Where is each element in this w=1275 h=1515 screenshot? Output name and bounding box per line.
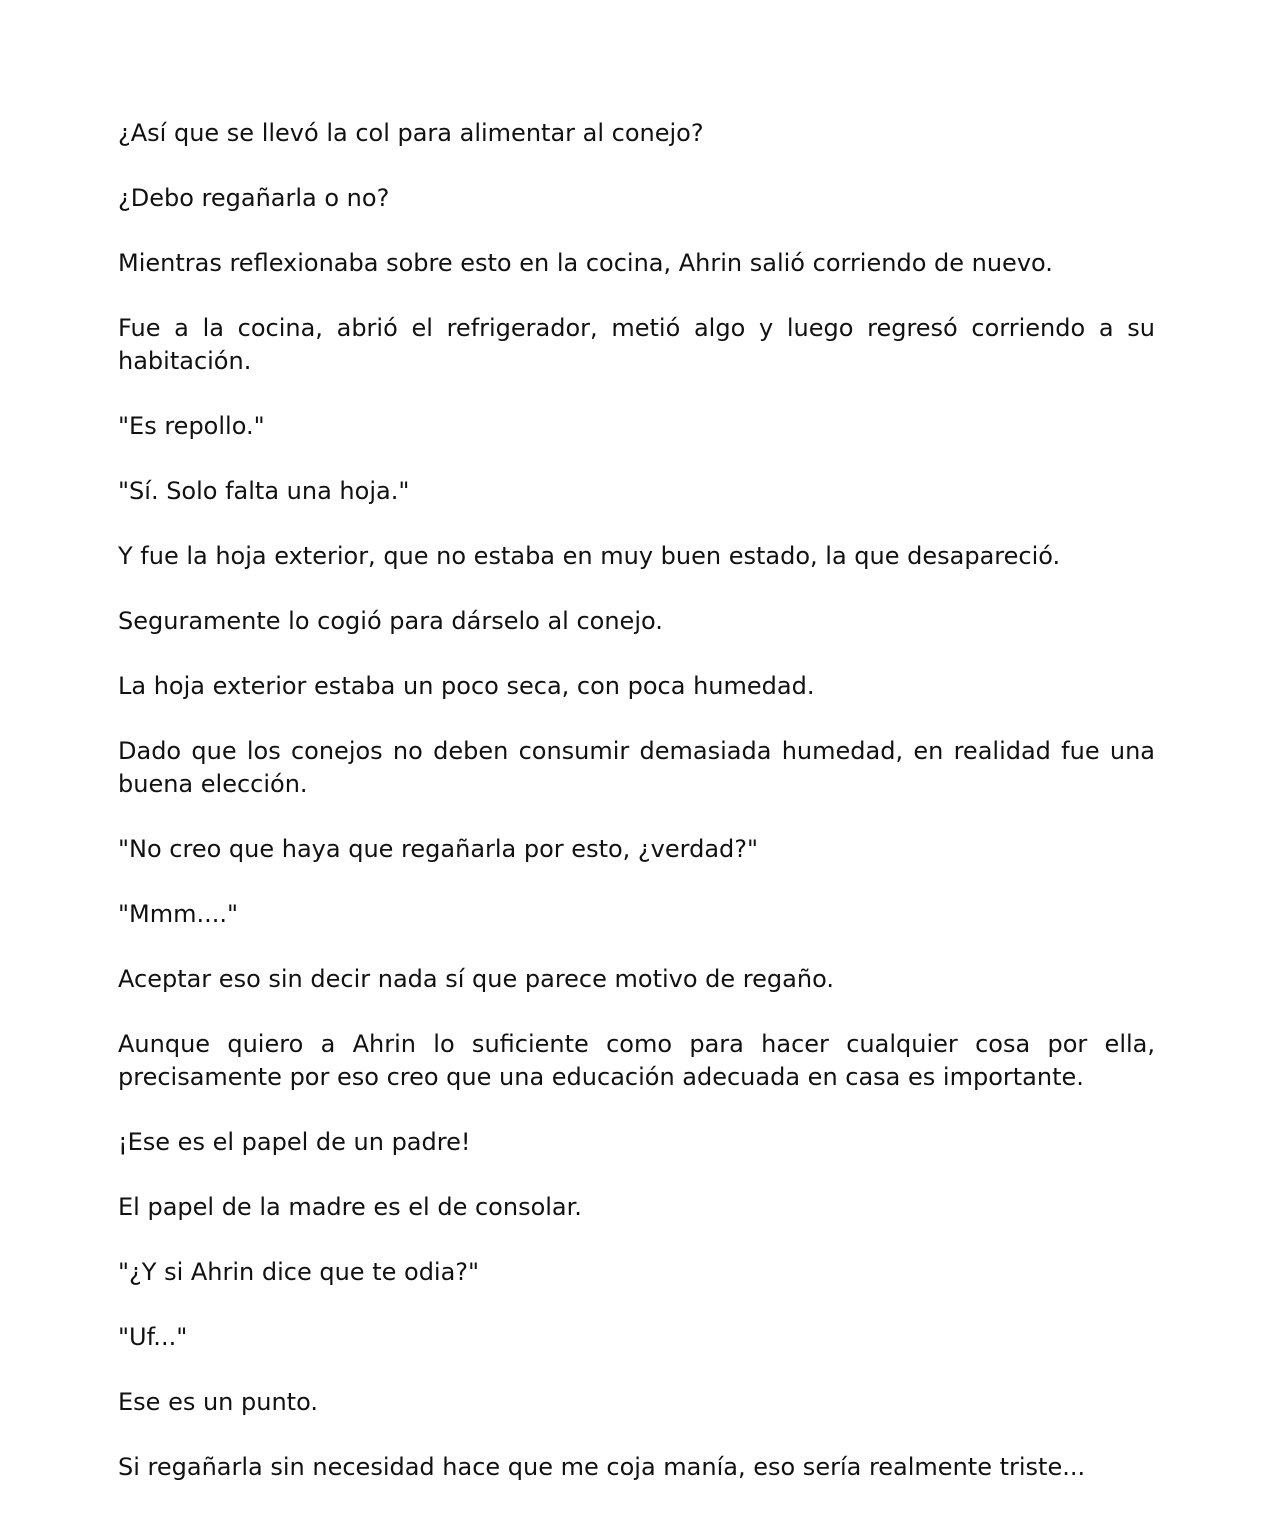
paragraph: Y fue la hoja exterior, que no estaba en muy buen estado, la que desapareció. (118, 542, 1061, 570)
paragraph: El papel de la madre es el de consolar. (118, 1193, 582, 1221)
document-page (118, 117, 1155, 1484)
paragraph: ¿Debo regañarla o no? (118, 184, 390, 212)
paragraph: Seguramente lo cogió para dárselo al conejo. (118, 607, 663, 635)
paragraph: "¿Y si Ahrin dice que te odia?" (118, 1258, 480, 1286)
paragraph: ¡Ese es el papel de un padre! (118, 1128, 471, 1156)
paragraph: Aunque quiero a Ahrin lo suficiente como para hacer cualquier cosa por ella, precisamente por eso creo que una educación adecuada en casa es importante. (118, 1030, 1155, 1091)
paragraph: Dado que los conejos no deben consumir demasiada humedad, en realidad fue una buena elección. (118, 737, 1155, 798)
paragraph: Ese es un punto. (118, 1388, 318, 1416)
paragraph: "Mmm...." (118, 900, 239, 928)
paragraph: ¿Así que se llevó la col para alimentar al conejo? (118, 119, 704, 147)
paragraph: "Uf..." (118, 1323, 188, 1351)
paragraph: Fue a la cocina, abrió el refrigerador, metió algo y luego regresó corriendo a su habitación. (118, 314, 1155, 375)
paragraph: "Sí. Solo falta una hoja." (118, 477, 410, 505)
paragraph: Aceptar eso sin decir nada sí que parece motivo de regaño. (118, 965, 834, 993)
paragraph: La hoja exterior estaba un poco seca, con poca humedad. (118, 672, 815, 700)
paragraph: "Es repollo." (118, 412, 265, 440)
paragraph: "No creo que haya que regañarla por esto, ¿verdad?" (118, 835, 759, 863)
paragraph: Si regañarla sin necesidad hace que me coja manía, eso sería realmente triste... (118, 1453, 1086, 1481)
paragraph: Mientras reflexionaba sobre esto en la cocina, Ahrin salió corriendo de nuevo. (118, 249, 1053, 277)
